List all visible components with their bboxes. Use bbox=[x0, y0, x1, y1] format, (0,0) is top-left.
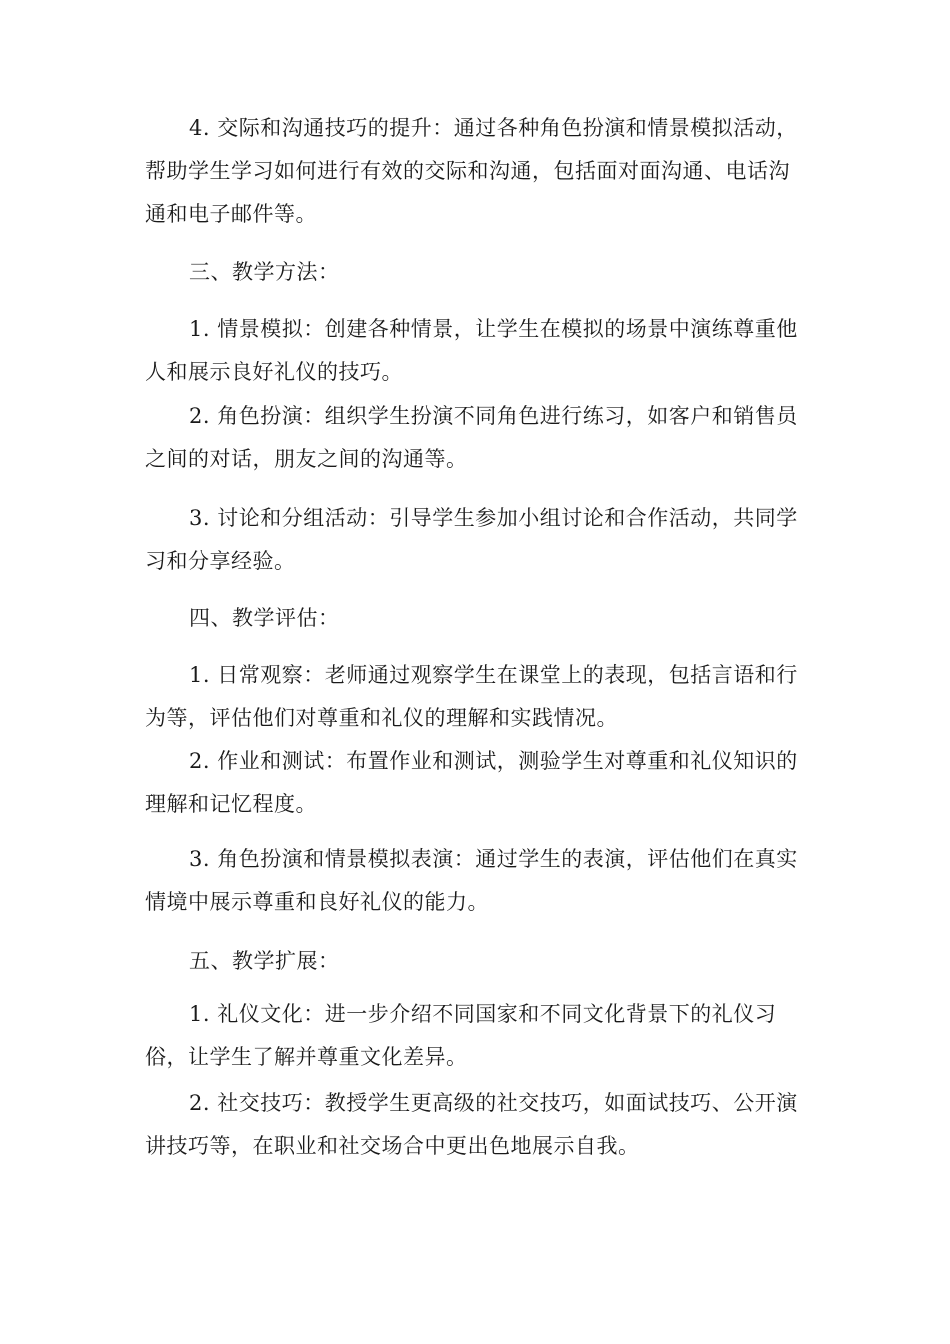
paragraph-scenario-simulation: 1. 情景模拟：创建各种情景，让学生在模拟的场景中演练尊重他人和展示良好礼仪的技巧。 bbox=[145, 317, 798, 384]
heading-teaching-methods: 三、教学方法： bbox=[189, 260, 340, 284]
paragraph-communication-skills: 4. 交际和沟通技巧的提升：通过各种角色扮演和情景模拟活动，帮助学生学习如何进行有效的交际和沟通，包括面对面沟通、电话沟通和电子邮件等。 bbox=[145, 116, 798, 226]
paragraph-performance-assessment: 3. 角色扮演和情景模拟表演：通过学生的表演，评估他们在真实情境中展示尊重和良好礼仪的能力。 bbox=[145, 847, 798, 914]
heading-teaching-extension: 五、教学扩展： bbox=[189, 949, 340, 973]
paragraph-daily-observation: 1. 日常观察：老师通过观察学生在课堂上的表现，包括言语和行为等，评估他们对尊重和礼仪的理解和实践情况。 bbox=[145, 663, 798, 730]
heading-teaching-assessment: 四、教学评估： bbox=[189, 606, 340, 630]
paragraph-etiquette-culture: 1. 礼仪文化：进一步介绍不同国家和不同文化背景下的礼仪习俗，让学生了解并尊重文化差异。 bbox=[145, 1002, 777, 1069]
paragraph-discussion-groups: 3. 讨论和分组活动：引导学生参加小组讨论和合作活动，共同学习和分享经验。 bbox=[145, 506, 798, 573]
paragraph-role-play: 2. 角色扮演：组织学生扮演不同角色进行练习，如客户和销售员之间的对话，朋友之间的沟通等。 bbox=[145, 404, 798, 471]
paragraph-homework-tests: 2. 作业和测试：布置作业和测试，测验学生对尊重和礼仪知识的理解和记忆程度。 bbox=[145, 749, 798, 816]
paragraph-social-skills: 2. 社交技巧：教授学生更高级的社交技巧，如面试技巧、公开演讲技巧等，在职业和社交场合中更出色地展示自我。 bbox=[145, 1091, 798, 1158]
